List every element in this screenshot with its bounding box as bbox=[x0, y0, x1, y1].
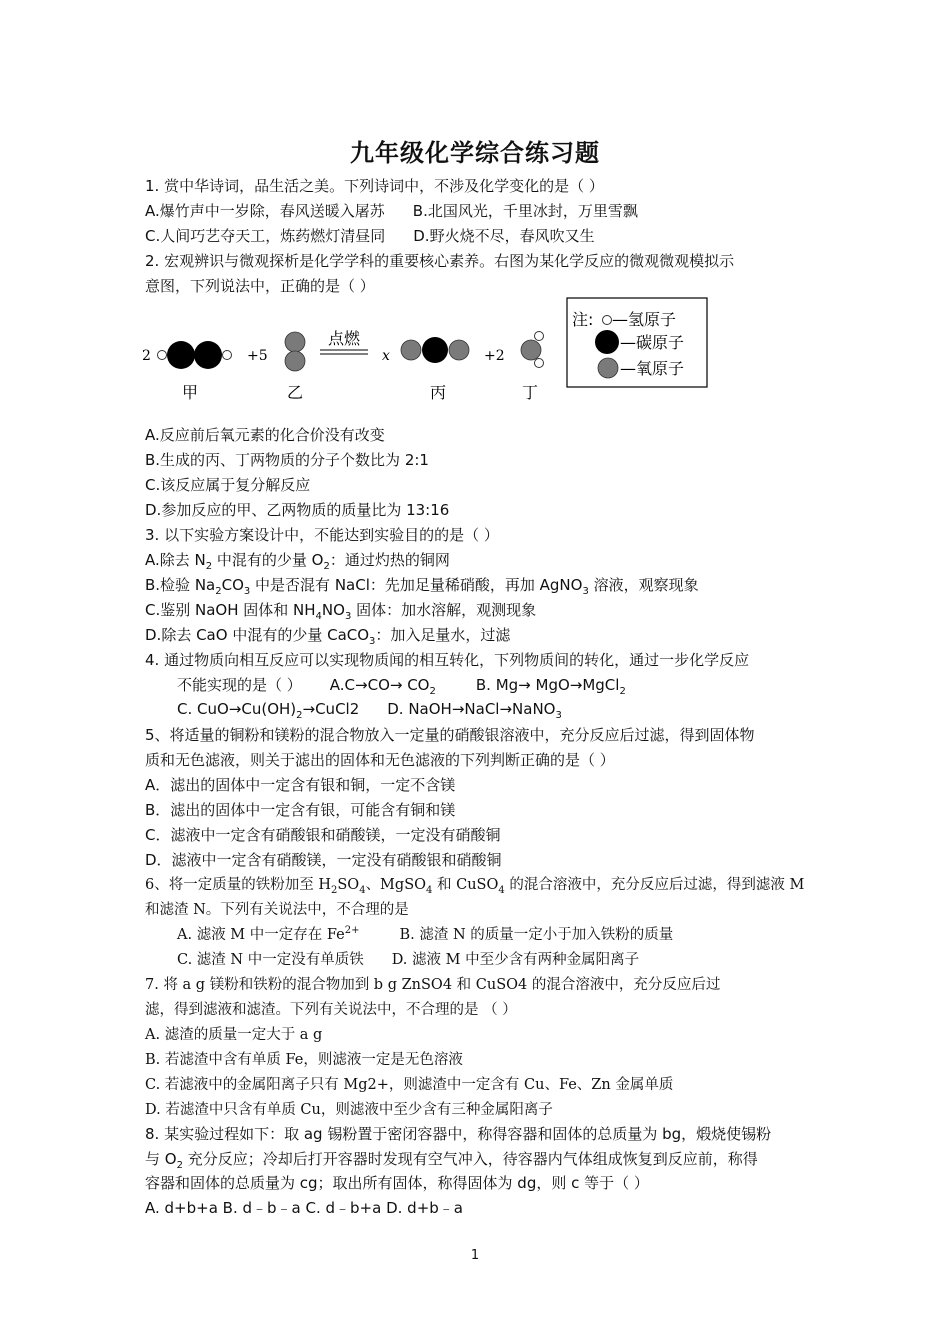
q1-option-d: D.野火烧不尽，春风吹又生 bbox=[413, 227, 595, 245]
coefficient-bing: x bbox=[382, 348, 390, 364]
q3-option-a: A.除去 $N_2$ 中混有的少量 $O_2$：通过灼热的铜网 bbox=[145, 551, 450, 572]
legend-oxygen-icon bbox=[598, 358, 618, 378]
q7-option-c: C. 若滤液中的金属阳离子只有 Mg2+，则滤渣中一定含有 Cu、Fe、Zn 金属单质 bbox=[145, 1077, 674, 1093]
q6-options-cd bbox=[177, 950, 639, 970]
q3-stem: 3. 以下实验方案设计中，不能达到实验目的的是（ ） bbox=[145, 526, 499, 544]
q4-stem: 4. 通过物质向相互反应可以实现物质闻的相互转化，下列物质间的转化，通过一步化学反应 bbox=[145, 651, 750, 669]
q5-stem-line2: 质和无色滤液，则关于滤出的固体和无色滤液的下列判断正确的是（ ） bbox=[145, 751, 615, 769]
q4-option-d: D. NaOH→NaCl→NaNO$_3$ bbox=[387, 700, 562, 721]
q7-option-a: A. 滤渣的质量一定大于 a g bbox=[145, 1027, 323, 1043]
page-title: 九年级化学综合练习题 bbox=[350, 139, 600, 167]
label-bing: 丙 bbox=[429, 383, 447, 402]
q8-stem-line3: 容器和固体的总质量为 cg；取出所有固体，称得固体为 dg，则 c 等于（ ） bbox=[145, 1174, 649, 1192]
q6-stem-line1: 6、将一定质量的铁粉加至 $H_2SO_4$、MgSO$_4$ 和 CuSO$_4$ 的混合溶液中，充分反应后过滤，得到滤液 M bbox=[145, 877, 805, 896]
oxygen-atom-icon bbox=[401, 340, 421, 360]
q7-option-d: D. 若滤渣中只含有单质 Cu，则滤液中至少含有三种金属阳离子 bbox=[145, 1102, 553, 1118]
q7-option-b: B. 若滤渣中含有单质 Fe，则滤液一定是无色溶液 bbox=[145, 1052, 463, 1068]
q5-option-a: A．滤出的固体中一定含有银和铜，一定不含镁 bbox=[145, 776, 456, 794]
carbon-atom-icon bbox=[167, 341, 195, 369]
legend-carbon-label: —碳原子 bbox=[620, 333, 685, 352]
q3-option-d: D.除去 CaO 中混有的少量 CaCO$_3$：加入足量水，过滤 bbox=[145, 626, 511, 647]
q2-stem-line1: 2. 宏观辨识与微观探析是化学学科的重要核心素养。右图为某化学反应的微观微观模拟示 bbox=[145, 252, 735, 270]
q2-stem-line2: 意图，下列说法中，正确的是（ ） bbox=[145, 277, 375, 295]
coefficient-yi: +5 bbox=[247, 348, 268, 364]
q1-option-c: C.人间巧艺夺天工，炼药燃灯清昼同 bbox=[145, 227, 386, 245]
q1-options-cd bbox=[145, 226, 595, 246]
q5-stem-line1: 5、将适量的铜粉和镁粉的混合物放入一定量的硝酸银溶液中，充分反应后过滤，得到固体物 bbox=[145, 726, 755, 744]
q2-option-a: A.反应前后氧元素的化合价没有改变 bbox=[145, 426, 385, 444]
q8-options: A. d+b+a B. d﹣b﹣a C. d﹣b+a D. d+b﹣a bbox=[145, 1199, 463, 1217]
reaction-diagram bbox=[140, 296, 720, 406]
legend-note: 注: bbox=[572, 310, 594, 329]
q5-option-d: D．滤液中一定含有硝酸镁，一定没有硝酸银和硝酸铜 bbox=[145, 851, 502, 869]
q3-option-b: B.检验 $Na_2CO_3$ 中是否混有 NaCl：先加足量稀硝酸，再加 AgNO$_3$ 溶液，观察现象 bbox=[145, 576, 699, 597]
carbon-atom-icon bbox=[422, 337, 448, 363]
q6-option-b: B. 滤渣 N 的质量一定小于加入铁粉的质量 bbox=[399, 927, 674, 943]
label-ding: 丁 bbox=[521, 383, 539, 402]
hydrogen-atom-icon bbox=[535, 332, 544, 341]
q1-options-ab bbox=[145, 201, 638, 221]
q3-option-c: C.鉴别 NaOH 固体和 $NH_4NO_3$ 固体：加水溶解，观测现象 bbox=[145, 601, 537, 622]
page-number: 1 bbox=[470, 1248, 480, 1263]
legend-hydrogen-label: —氢原子 bbox=[612, 310, 677, 329]
legend-oxygen-label: —氧原子 bbox=[620, 359, 685, 378]
reaction-condition: 点燃 bbox=[327, 329, 361, 348]
q6-option-a: A. 滤液 M 中一定存在 $Fe^{2+}$ bbox=[177, 925, 360, 943]
hydrogen-atom-icon bbox=[535, 359, 544, 368]
q2-option-d: D.参加反应的甲、乙两物质的质量比为 13:16 bbox=[145, 501, 450, 519]
q1-option-b: B.北国风光，千里冰封，万里雪飘 bbox=[412, 202, 638, 220]
hydrogen-atom-icon bbox=[158, 351, 167, 360]
label-yi: 乙 bbox=[286, 383, 304, 402]
q1-option-a: A.爆竹声中一岁除，春风送暖入屠苏 bbox=[145, 202, 385, 220]
legend-carbon-icon bbox=[595, 330, 619, 354]
oxygen-atom-icon bbox=[449, 340, 469, 360]
q2-option-c: C.该反应属于复分解反应 bbox=[145, 476, 311, 494]
q4-line3 bbox=[177, 699, 562, 719]
legend-hydrogen-icon bbox=[603, 316, 612, 325]
oxygen-atom-icon bbox=[521, 340, 541, 360]
q1-stem: 1. 赏中华诗词，品生活之美。下列诗词中，不涉及化学变化的是（ ） bbox=[145, 177, 604, 195]
q5-option-b: B．滤出的固体中一定含有银，可能含有铜和镁 bbox=[145, 801, 456, 819]
hydrogen-atom-icon bbox=[223, 351, 232, 360]
q7-stem-line2: 滤，得到滤液和滤渣。下列有关说法中，不合理的是 （ ） bbox=[145, 1002, 517, 1018]
q7-stem-line1: 7. 将 a g 镁粉和铁粉的混合物加到 b g ZnSO4 和 CuSO4 的混合溶液中，充分反应后过 bbox=[145, 977, 721, 993]
q2-option-b: B.生成的丙、丁两物质的分子个数比为 2:1 bbox=[145, 451, 429, 469]
q6-stem-line2: 和滤渣 N。下列有关说法中，不合理的是 bbox=[145, 902, 409, 918]
q4-option-b: B. Mg→ MgO→MgCl$_2$ bbox=[475, 676, 626, 697]
carbon-atom-icon bbox=[194, 341, 222, 369]
q5-option-c: C．滤液中一定含有硝酸银和硝酸镁，一定没有硝酸铜 bbox=[145, 826, 501, 844]
q6-option-c: C. 滤渣 N 中一定没有单质铁 bbox=[177, 952, 364, 968]
oxygen-atom-icon bbox=[285, 332, 305, 352]
q8-stem-line1: 8. 某实验过程如下：取 ag 锡粉置于密闭容器中，称得容器和固体的总质量为 bg，煅烧使锡粉 bbox=[145, 1125, 772, 1143]
coefficient-jia: 2 bbox=[142, 348, 151, 364]
q4-option-c: C. $CuO\to Cu(OH)_2\to CuCl2$ bbox=[177, 700, 360, 721]
label-jia: 甲 bbox=[181, 383, 199, 402]
q4-option-a: $A.C\to CO\to CO_2$ bbox=[329, 676, 436, 697]
oxygen-atom-icon bbox=[285, 351, 305, 371]
q6-option-d: D. 滤液 M 中至少含有两种金属阳离子 bbox=[391, 952, 640, 968]
q6-options-ab bbox=[177, 925, 673, 945]
coefficient-ding: +2 bbox=[484, 348, 505, 364]
q8-stem-line2: 与 $O_2$ 充分反应；冷却后打开容器时发现有空气冲入，待容器内气体组成恢复到反应前，称得 bbox=[145, 1150, 758, 1171]
q4-line2: 不能实现的是（ ） $A.C\to CO\to CO_2$ B. Mg→ MgO→MgCl$_2$ bbox=[177, 676, 626, 697]
